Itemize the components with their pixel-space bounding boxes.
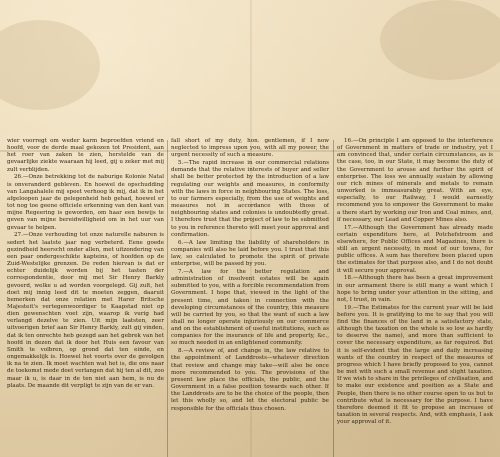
paper-stain xyxy=(0,20,100,110)
column-english-text-middle xyxy=(171,138,329,457)
paragraph: wier voorregt om weder karm beproefden vriend en hoofd, voor de derde maal gekozen tot President, aan het roer van zaken te zien, herstelde van de gevaarlijke ziekte waaraan hij leed, gij u zeker met mij zult verblijden. xyxy=(7,138,164,173)
column-dutch-text xyxy=(7,138,164,457)
paragraph: 8.—A review of, and change in, the law relative to the appointment of Landdrosts—whatever direction that review and change may take—will also be once more recommended to you. The provisions of the present law place the officials, the public, and the Government in a false position towards each other. If the Landdrosts are to be the choice of the people, then let this wholly so, and let the electoral public be responsible for the officials thus chosen. xyxy=(171,348,329,412)
paragraph: 26.—Onze betrekking tot de naburige Kolonie Natal is onveranderd gebleven. En hoewel de opschudding van Langahalele mij speet verhoog ik mij, dat ik in het afgeloopen jaar de gelegenheid heb gehad, hoewel er tot nog toe geene officiele erkenning van den kant van mijne Regeering is geworden, om haar een bewijs te geven van mijne bereidwilligheid om in het uur van gevaar te helpen. xyxy=(7,174,164,231)
paragraph: 16.—On principle I am opposed to the interference of Government in matters of trade or industry, yet I am convinced that, under certain circumstances, as is the case, too, in our State, it may become the duty of the Government to arouse and further the spirit of enterprise. The loss we annually sustain by allowing our rich mines of minerals and metals to remain unworked is immeasurably great. With an eye, especially, to our Railway, I would earnestly recommend you to empower the Government to make a there start by working our Iron and Coal mines, and, if necessary, our Lead and Copper Mines also. xyxy=(337,138,493,223)
paragraph: 7.—A law for the better regulation and administration of insolvent estates will be again submitted to you, with a forcible recommendation from Government. I hope that, viewed in the light of the present time, and taken in connection with the developing circumstances of the country, this measure will be carried by you, so that the want of such a law shall no longer operate injuriously on our commerce and on the establishment of useful institutions, such as companies for the insurance of life and property, &c., so much needed in an enlightened community. xyxy=(171,268,329,347)
paragraph: 5.—The rapid increase in our commercial relations demands that the relative interests of buyer and seller shall be better protected by the introduction of a law regulating our weights and measures, in conformity with the laws in force in neighbouring States. The loss, to our farmers especially, from the use of weights and measures not in accordance with those of neighbouring states and colonies is undoubtedly great. I therefore trust that the project of law to be submitted to you in reference thereto will meet your approval and confirmation. xyxy=(171,160,329,238)
paragraph: 17.—Although the Government has already made certain expenditure here, at Potchefstroom and elsewhere, for Public Offices and Magazines, there is still an urgent necessity, in most of our towns, for public offices. A sum has therefore been placed upon the estimates for that purpose also, and I do not doubt it will secure your approval. xyxy=(337,224,493,274)
paragraph: 19.—The Estimates for the current year will be laid before you. It is gratifying to me to say that you will find the finances of the land in a satisfactory state, although the taxation on the whole is so low as hardly to deserve the name), and more than sufficient to cover the necessary expenditure, as far required. But it is self-evident that the large and daily increasing wants of the country in respect of the measures of progress which I have briefly proposed to you, cannot be met with such a small revenue and slight taxation. If we wish to share in the privileges of civilisation, and to make our existence and position as a State and People, then there is no other course open to us but to contribute what is necessary for the purpose. I have therefore deemed it fit to propose an increase of taxation in several respects. And, with emphasis, I ask your approval of it. xyxy=(337,304,493,426)
column-rule xyxy=(333,140,334,457)
paragraph: 27.—Onze verhouding tot onze naturelle naburen is sedert het laatste jaar nog verbeterd. Eene goede gezindheid heerscht onder allen, met uitzondering van een paar ondergeschikte kapteins, of hoofden op de Zuid-Westelijke grenzen. De reden hiervan is dat er echter duidelijk worden bij het tasten der correspondentie, door mij met Sir Henry Barkly gevoerd, welke u ad worden voorgelegd. Gij zult, het doet mij innig leed dit te moeten zeggen, daaruit bemerken dat onze relatien met Harer Britsche Majesteit's vertegenwoordiger te Kaapstad niet op dien gewenschten voet zijn, waarop ik vurig had verlangd dezelve te zien. Uit mijn laatsten, zeer uitvoerigen brief aan Sir Henry Barkly, zult gij vinden, dat ik ten onrechte heb gezegd aan het gebrek van het hoofd in dezen dat ik door het Huis een favour van Smith te volbren, op grond dat ten einde, en ongemakkelijk is. Hoewel het voorts over de gevolgen ik na te zien. Ik moet wachten wat het is, die ons naar de toekomst mede doet verlangen dat hij ten al dit, zoo maar ik u, is daar in de ten niet aan hem, is nu de plaats. De maande dit verpligt te zijn van de er van. xyxy=(7,232,164,389)
paragraph: 6.—A law limiting the liability of shareholders in companies will also be laid before you. I trust that this law, so calculated to promote the spirit of private enterprise, will be passed by you. xyxy=(171,239,329,268)
column-english-text-right xyxy=(337,138,493,457)
column-rule xyxy=(167,140,168,457)
paper-stain xyxy=(380,0,500,80)
paragraph: 18.—Although there has been a great improvement in our armament there is still many a want which I hope to bring under your attention in the sitting, and not, I trust, in vain. xyxy=(337,275,493,303)
paragraph: fall short of my duty, hon. gentlemen, if I now neglected to impress upon you, with all my power, the urgent necessity of such a measure. xyxy=(171,138,329,159)
